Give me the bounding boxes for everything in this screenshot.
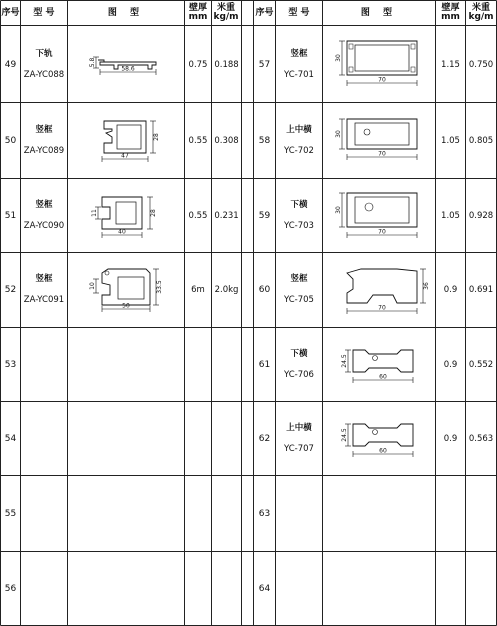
meter-weight xyxy=(212,476,241,551)
seq-number: 64 xyxy=(258,583,271,594)
profile-drawing xyxy=(68,179,184,252)
dimension-label: 60 xyxy=(379,373,387,381)
model-cell xyxy=(21,552,67,625)
wall-thickness xyxy=(185,476,211,551)
seq-number: 60 xyxy=(258,285,271,295)
meter-weight: 0.552 xyxy=(468,359,494,370)
header-drawing-right: 图 型 xyxy=(360,7,398,18)
model-name: 竖框 xyxy=(290,48,308,59)
profile-drawing xyxy=(68,103,184,178)
meter-weight xyxy=(466,476,496,551)
model-cell xyxy=(276,179,322,252)
model-name: 下横 xyxy=(290,199,308,210)
dimension-label: 36 xyxy=(423,282,430,290)
profile-outline xyxy=(347,193,417,227)
header-weight-label: 米重 xyxy=(471,3,490,13)
profile-svg xyxy=(323,179,435,252)
wall-thickness: 0.55 xyxy=(188,210,208,221)
profile-drawing xyxy=(323,27,435,102)
dimension-label: 11 xyxy=(91,209,98,217)
wall-thickness: 1.05 xyxy=(441,135,460,146)
model-cell xyxy=(276,402,322,475)
seq-number: 57 xyxy=(258,59,271,70)
meter-weight xyxy=(466,552,496,625)
profile-svg xyxy=(68,27,184,102)
model-name: 竖框 xyxy=(290,274,308,284)
profile-drawing xyxy=(68,253,184,327)
model-name: 竖框 xyxy=(35,199,53,210)
meter-weight: 0.928 xyxy=(468,210,494,221)
model-code: ZA-YC089 xyxy=(23,145,65,156)
dimension-label: 30 xyxy=(335,54,342,62)
model-name: 下轨 xyxy=(35,48,53,59)
wall-thickness xyxy=(436,552,465,625)
model-code: ZA-YC091 xyxy=(23,295,65,305)
profile-outline xyxy=(102,269,150,305)
header-weight-left xyxy=(212,1,240,25)
seq-number: 59 xyxy=(258,210,271,221)
model-cell xyxy=(276,27,322,102)
seq-number: 52 xyxy=(4,285,17,295)
profile-drawing xyxy=(323,402,435,475)
wall-thickness: 0.9 xyxy=(443,359,458,370)
header-thickness-right xyxy=(436,1,465,25)
profile-drawing xyxy=(323,328,435,401)
wall-thickness: 0.9 xyxy=(443,433,458,444)
wall-thickness xyxy=(185,402,211,475)
model-cell xyxy=(276,552,322,625)
meter-weight: 0.188 xyxy=(214,59,239,70)
meter-weight: 0.805 xyxy=(468,135,494,146)
dimension-label: 24.5 xyxy=(341,354,348,368)
profile-outline xyxy=(347,269,417,303)
profile-drawing xyxy=(323,179,435,252)
profile-svg xyxy=(323,402,435,475)
profile-drawing xyxy=(323,103,435,178)
seq-number: 63 xyxy=(258,508,271,519)
header-thickness-label: 壁厚 xyxy=(188,3,207,13)
dimension-label: 28 xyxy=(153,133,160,141)
meter-weight: 2.0kg xyxy=(214,285,239,295)
wall-thickness: 0.75 xyxy=(188,59,208,70)
wall-thickness xyxy=(436,476,465,551)
model-cell xyxy=(276,253,322,327)
meter-weight: 0.308 xyxy=(214,135,239,146)
header-model-left: 型 号 xyxy=(33,7,55,18)
model-name: 竖框 xyxy=(35,274,53,284)
wall-thickness xyxy=(185,552,211,625)
profile-svg xyxy=(68,103,184,178)
model-cell xyxy=(21,103,67,178)
dimension-label: 28 xyxy=(150,209,157,217)
meter-weight: 0.691 xyxy=(468,285,494,295)
model-name: 上中横 xyxy=(286,422,312,433)
wall-thickness xyxy=(185,328,211,401)
seq-number: 56 xyxy=(4,583,17,594)
model-code: ZA-YC090 xyxy=(23,220,65,231)
dimension-label: 30 xyxy=(335,206,342,214)
wall-thickness: 0.9 xyxy=(443,285,458,295)
model-code: YC-707 xyxy=(284,443,314,454)
model-code: YC-706 xyxy=(284,369,314,380)
meter-weight: 0.563 xyxy=(468,433,494,444)
profile-outline xyxy=(347,119,417,149)
dimension-label: 70 xyxy=(378,150,386,158)
header-thickness-left xyxy=(185,1,211,25)
header-thickness-unit: mm xyxy=(188,12,208,22)
model-cell xyxy=(21,253,67,327)
profile-svg xyxy=(323,328,435,401)
dimension-label: 70 xyxy=(378,76,386,84)
model-code: YC-702 xyxy=(284,145,314,156)
meter-weight xyxy=(212,402,241,475)
dimension-label: 10 xyxy=(89,282,96,290)
profile-svg xyxy=(323,27,435,102)
seq-number: 62 xyxy=(258,433,271,444)
profile-svg xyxy=(68,179,184,252)
wall-thickness: 1.15 xyxy=(441,59,460,70)
dimension-label: 5.8 xyxy=(89,57,96,68)
profile-outline xyxy=(353,350,413,372)
model-cell xyxy=(21,328,67,401)
model-cell xyxy=(21,27,67,102)
model-code: YC-701 xyxy=(284,69,314,80)
seq-number: 61 xyxy=(258,359,271,370)
dimension-label: 47 xyxy=(121,152,129,160)
profile-outline xyxy=(347,41,417,75)
profile-svg xyxy=(68,253,184,327)
model-cell xyxy=(276,103,322,178)
header-seq-left: 序号 xyxy=(1,7,20,18)
seq-number: 50 xyxy=(4,135,17,146)
header-drawing-left: 图 型 xyxy=(107,7,145,18)
seq-number: 55 xyxy=(4,508,17,519)
dimension-label: 70 xyxy=(378,228,386,236)
seq-number: 53 xyxy=(4,359,17,370)
dimension-label: 50 xyxy=(122,302,130,310)
model-cell xyxy=(21,179,67,252)
profile-svg xyxy=(323,253,435,327)
model-name: 上中横 xyxy=(286,124,312,135)
dimension-label: 33.5 xyxy=(156,280,163,294)
model-code: YC-703 xyxy=(284,220,314,231)
profile-drawing xyxy=(68,27,184,102)
header-thickness-unit: mm xyxy=(441,12,460,22)
seq-number: 51 xyxy=(4,210,17,221)
model-code: YC-705 xyxy=(284,295,314,305)
profile-outline xyxy=(104,121,146,153)
header-weight-unit: kg/m xyxy=(468,12,494,22)
wall-thickness: 6m xyxy=(191,285,205,295)
meter-weight xyxy=(212,328,241,401)
dimension-label: 24.5 xyxy=(341,428,348,442)
header-weight-unit: kg/m xyxy=(213,12,239,22)
profile-drawing xyxy=(323,253,435,327)
seq-number: 49 xyxy=(4,59,17,70)
model-cell xyxy=(276,476,322,551)
model-cell xyxy=(276,328,322,401)
header-model-right: 型 号 xyxy=(288,7,310,18)
model-name: 下横 xyxy=(290,348,308,359)
meter-weight: 0.231 xyxy=(214,210,239,221)
wall-thickness: 1.05 xyxy=(441,210,460,221)
model-cell xyxy=(21,402,67,475)
dimension-label: 70 xyxy=(378,304,386,312)
header-thickness-label: 壁厚 xyxy=(441,3,460,13)
profile-svg xyxy=(323,103,435,178)
seq-number: 58 xyxy=(258,135,271,146)
model-name: 竖框 xyxy=(35,124,53,135)
model-code: ZA-YC088 xyxy=(23,69,65,80)
meter-weight: 0.750 xyxy=(468,59,494,70)
dimension-label: 60 xyxy=(379,447,387,455)
meter-weight xyxy=(212,552,241,625)
seq-number: 54 xyxy=(4,433,17,444)
header-weight-right xyxy=(466,1,496,25)
model-cell xyxy=(21,476,67,551)
header-seq-right: 序号 xyxy=(255,7,274,18)
header-weight-label: 米重 xyxy=(216,3,235,13)
dimension-label: 58.6 xyxy=(121,65,135,73)
dimension-label: 40 xyxy=(118,228,126,236)
profile-outline xyxy=(353,424,413,446)
wall-thickness: 0.55 xyxy=(188,135,208,146)
dimension-label: 30 xyxy=(335,130,342,138)
